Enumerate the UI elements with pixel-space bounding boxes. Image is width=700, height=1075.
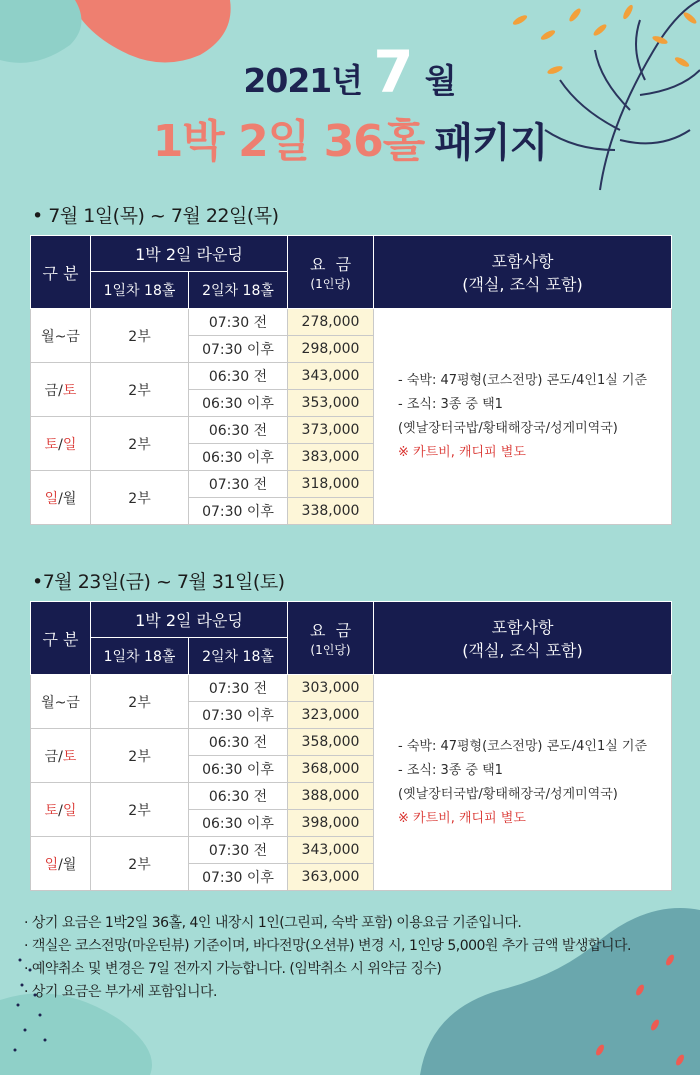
time-cell: 06:30 이후 (189, 756, 288, 783)
day-cell: 금/토 (31, 729, 91, 783)
day-cell: 월~금 (31, 309, 91, 363)
day-cell: 토/일 (31, 783, 91, 837)
header-included-label: 포함사항 (491, 618, 554, 637)
time-cell: 06:30 이후 (189, 810, 288, 837)
fee-cell: 353,000 (288, 390, 374, 417)
note-item: · 예약취소 및 변경은 7일 전까지 가능합니다. (임박취소 시 위약금 징수) (24, 961, 442, 977)
part-cell: 2부 (91, 471, 189, 525)
time-cell: 07:30 이후 (189, 702, 288, 729)
title-package (0, 105, 700, 169)
time-cell: 07:30 전 (189, 309, 288, 336)
fee-cell: 278,000 (288, 309, 374, 336)
header-included (374, 602, 672, 675)
fee-cell: 368,000 (288, 756, 374, 783)
time-cell: 07:30 이후 (189, 498, 288, 525)
included-note: ※ 카트비, 캐디피 별도 (398, 810, 526, 826)
header-included-label: 포함사항 (491, 252, 554, 271)
header-fee (288, 602, 374, 675)
time-cell: 06:30 전 (189, 729, 288, 756)
fee-cell: 358,000 (288, 729, 374, 756)
header-day2: 2일차 18홀 (189, 272, 288, 309)
day-cell: 월~금 (31, 675, 91, 729)
period-label-2: •7월 23일(금) ~ 7월 31일(토) (32, 571, 285, 593)
header-included-sub: (객실, 조식 포함) (462, 275, 583, 294)
part-cell: 2부 (91, 363, 189, 417)
fee-cell: 363,000 (288, 864, 374, 891)
fee-cell: 343,000 (288, 363, 374, 390)
note-item: · 객실은 코스전망(마운틴뷰) 기준이며, 바다전망(오션뷰) 변경 시, 1인당 5,000원 추가 금액 발생합니다. (24, 938, 631, 954)
price-table-2 (30, 601, 672, 891)
year-label: 2021년 (243, 61, 363, 100)
fee-cell: 298,000 (288, 336, 374, 363)
header-fee-unit: (1인당) (310, 643, 351, 657)
time-cell: 06:30 이후 (189, 390, 288, 417)
header-rounding: 1박 2일 라운딩 (91, 236, 288, 272)
package-word: 패키지 (434, 120, 548, 166)
package-duration: 1박 2일 36홀 (152, 116, 425, 167)
mint-blob-bottom (0, 993, 152, 1075)
table-row (31, 309, 672, 336)
day-cell: 금/토 (31, 363, 91, 417)
fee-cell: 303,000 (288, 675, 374, 702)
time-cell: 07:30 전 (189, 471, 288, 498)
fee-cell: 388,000 (288, 783, 374, 810)
header-fee-label: 요 금 (309, 255, 352, 274)
header-fee-label: 요 금 (309, 621, 352, 640)
month-suffix: 월 (424, 61, 457, 100)
day-cell: 일/월 (31, 837, 91, 891)
included-note: ※ 카트비, 캐디피 별도 (398, 444, 526, 460)
included-line: (옛날장터국밥/황태해장국/성게미역국) (398, 786, 618, 802)
fee-cell: 373,000 (288, 417, 374, 444)
note-item: · 상기 요금은 1박2일 36홀, 4인 내장시 1인(그린피, 숙박 포함) 이용요금 기준입니다. (24, 915, 522, 931)
part-cell: 2부 (91, 837, 189, 891)
included-line: - 조식: 3종 중 택1 (398, 762, 503, 778)
header-category: 구 분 (31, 236, 91, 309)
day-cell: 일/월 (31, 471, 91, 525)
header-fee (288, 236, 374, 309)
header-fee-unit: (1인당) (310, 277, 351, 291)
part-cell: 2부 (91, 417, 189, 471)
time-cell: 07:30 이후 (189, 336, 288, 363)
month-number: 7 (373, 38, 414, 106)
title-month (0, 38, 700, 106)
header-day2: 2일차 18홀 (189, 638, 288, 675)
time-cell: 07:30 이후 (189, 864, 288, 891)
time-cell: 06:30 전 (189, 783, 288, 810)
included-line: - 숙박: 47평형(코스전망) 콘도/4인1실 기준 (398, 372, 648, 388)
time-cell: 06:30 이후 (189, 444, 288, 471)
fee-cell: 343,000 (288, 837, 374, 864)
included-line: - 숙박: 47평형(코스전망) 콘도/4인1실 기준 (398, 738, 648, 754)
part-cell: 2부 (91, 675, 189, 729)
time-cell: 06:30 전 (189, 363, 288, 390)
header-rounding: 1박 2일 라운딩 (91, 602, 288, 638)
time-cell: 07:30 전 (189, 837, 288, 864)
fee-cell: 323,000 (288, 702, 374, 729)
header-day1: 1일차 18홀 (91, 638, 189, 675)
note-item: · 상기 요금은 부가세 포함입니다. (24, 984, 218, 1000)
header-day1: 1일차 18홀 (91, 272, 189, 309)
table-row (31, 675, 672, 702)
time-cell: 06:30 전 (189, 417, 288, 444)
included-line: (옛날장터국밥/황태해장국/성게미역국) (398, 420, 618, 436)
included-line: - 조식: 3종 중 택1 (398, 396, 503, 412)
fee-cell: 383,000 (288, 444, 374, 471)
time-cell: 07:30 전 (189, 675, 288, 702)
period-label-1: • 7월 1일(목) ~ 7월 22일(목) (32, 205, 279, 227)
header-included (374, 236, 672, 309)
header-included-sub: (객실, 조식 포함) (462, 641, 583, 660)
part-cell: 2부 (91, 783, 189, 837)
included-cell (374, 309, 672, 525)
day-cell: 토/일 (31, 417, 91, 471)
fee-cell: 398,000 (288, 810, 374, 837)
price-table-1 (30, 235, 672, 525)
fee-cell: 338,000 (288, 498, 374, 525)
part-cell: 2부 (91, 309, 189, 363)
included-cell (374, 675, 672, 891)
fee-cell: 318,000 (288, 471, 374, 498)
notes-list (24, 912, 684, 1004)
part-cell: 2부 (91, 729, 189, 783)
header-category: 구 분 (31, 602, 91, 675)
